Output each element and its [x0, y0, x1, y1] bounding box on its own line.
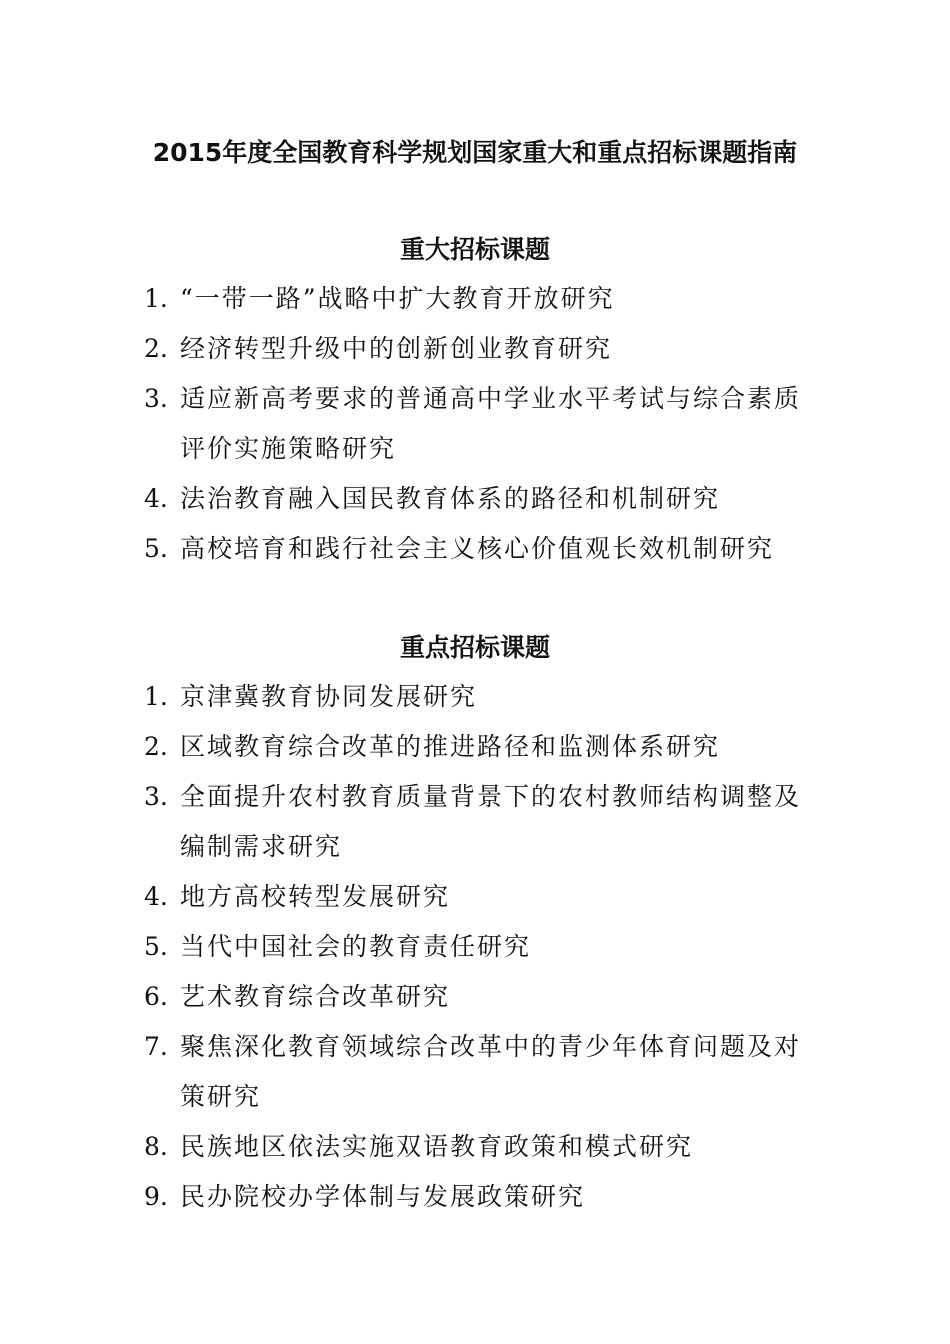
item-text: 京津冀教育协同发展研究: [180, 682, 478, 711]
item-number: 4.: [144, 882, 168, 911]
list-item: [144, 872, 814, 922]
item-text: 当代中国社会的教育责任研究: [180, 932, 532, 961]
item-number: 5.: [144, 534, 168, 563]
document-title: 2015年度全国教育科学规划国家重大和重点招标课题指南: [152, 138, 798, 167]
item-text: 艺术教育综合改革研究: [180, 982, 451, 1011]
item-number: 3.: [144, 782, 168, 811]
item-text: 全面提升农村教育质量背景下的农村教师结构调整及编制需求研究: [180, 782, 802, 861]
item-number: 2.: [144, 732, 168, 761]
item-text: 经济转型升级中的创新创业教育研究: [180, 334, 613, 363]
item-number: 8.: [144, 1132, 168, 1161]
item-number: 4.: [144, 484, 168, 513]
item-text: 适应新高考要求的普通高中学业水平考试与综合素质评价实施策略研究: [180, 384, 802, 463]
section-heading-major: 重大招标课题: [399, 235, 550, 264]
list-item: [144, 524, 814, 574]
list-item: [144, 772, 814, 872]
list-item: [144, 324, 814, 374]
list-item: [144, 1172, 814, 1222]
list-item: [144, 672, 814, 722]
item-number: 2.: [144, 334, 168, 363]
item-number: 6.: [144, 982, 168, 1011]
list-item: [144, 722, 814, 772]
item-number: 7.: [144, 1032, 168, 1061]
list-item: [144, 1022, 814, 1122]
list-item: [144, 1122, 814, 1172]
item-number: 1.: [144, 682, 168, 711]
item-text: “一带一路”战略中扩大教育开放研究: [180, 284, 615, 313]
item-text: 高校培育和践行社会主义核心价值观长效机制研究: [180, 534, 775, 563]
list-item: [144, 474, 814, 524]
list-item: [144, 972, 814, 1022]
item-number: 9.: [144, 1182, 168, 1211]
item-text: 民族地区依法实施双语教育政策和模式研究: [180, 1132, 694, 1161]
list-item: [144, 922, 814, 972]
item-number: 5.: [144, 932, 168, 961]
item-text: 法治教育融入国民教育体系的路径和机制研究: [180, 484, 721, 513]
item-text: 聚焦深化教育领域综合改革中的青少年体育问题及对策研究: [180, 1032, 802, 1111]
item-text: 区域教育综合改革的推进路径和监测体系研究: [180, 732, 721, 761]
item-number: 3.: [144, 384, 168, 413]
section-heading-key: 重点招标课题: [399, 633, 550, 662]
list-item: [144, 374, 814, 474]
item-text: 民办院校办学体制与发展政策研究: [180, 1182, 586, 1211]
list-item: [144, 274, 814, 324]
item-number: 1.: [144, 284, 168, 313]
item-text: 地方高校转型发展研究: [180, 882, 451, 911]
